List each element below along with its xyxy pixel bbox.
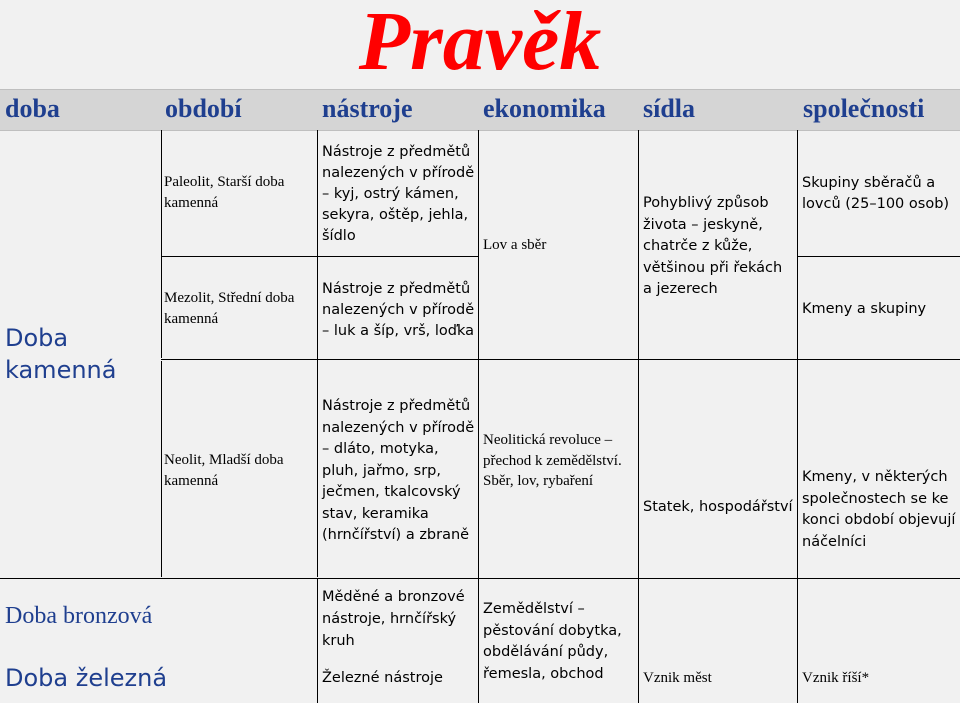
row-doba-zelezna: Doba železná: [5, 664, 168, 692]
nastroje-neolit: Nástroje z předmětů nalezených v přírodě – dláto, motyka, pluh, jařmo, srp, ječmen, tkalcovský stav, keramika (hrnčířství) a zbraně: [322, 398, 475, 543]
grid-line: [0, 578, 960, 579]
ekonomika-lov: Lov a sběr: [483, 237, 547, 253]
header-sidla: sídla: [643, 94, 696, 123]
nastroje-bronz: Měděné a bronzové nástroje, hrnčířský kruh: [322, 589, 465, 649]
grid-line: [797, 256, 960, 257]
spolecnosti-skupiny: Skupiny sběračů a lovců (25–100 osob): [802, 175, 950, 212]
header-spolecnosti: společnosti: [803, 94, 925, 123]
obdobi-paleolit: Paleolit, Starší doba kamenná: [164, 174, 285, 211]
nastroje-mezolit: Nástroje z předmětů nalezených v přírodě – luk a šíp, vrš, loďka: [322, 281, 475, 339]
ekonomika-zemedelstvi: Zemědělství – pěstování dobytka, obdělávání půdy, řemesla, obchod: [483, 601, 622, 682]
grid-line: [478, 130, 479, 703]
page-title: Pravěk: [358, 0, 602, 88]
grid-line: [317, 579, 318, 703]
header-doba: doba: [5, 94, 60, 123]
obdobi-mezolit: Mezolit, Střední doba kamenná: [164, 290, 295, 327]
grid-line: [161, 359, 960, 360]
sidla-vznik-mest: Vznik měst: [643, 670, 712, 686]
grid-line: [638, 130, 639, 703]
grid-line: [317, 256, 478, 257]
header-obdobi: období: [165, 94, 242, 123]
grid-line: [797, 130, 798, 703]
grid-line: [161, 361, 162, 577]
row-doba-bronzova: Doba bronzová: [5, 603, 153, 629]
obdobi-neolit: Neolit, Mladší doba kamenná: [164, 452, 284, 489]
grid-line: [161, 130, 162, 358]
header-ekonomika: ekonomika: [483, 94, 606, 123]
table-header: [0, 89, 960, 131]
header-nastroje: nástroje: [322, 94, 413, 123]
spolecnosti-nacelnici: Kmeny, v některých společnostech se ke konci období objevují náčelníci: [802, 469, 956, 550]
row-doba-kamenna: Doba kamenná: [5, 324, 117, 384]
nastroje-paleolit: Nástroje z předmětů nalezených v přírodě – kyj, ostrý kámen, sekyra, oštěp, jehla, šídlo: [322, 144, 475, 244]
grid-line: [317, 130, 318, 577]
nastroje-zelezo: Železné nástroje: [322, 670, 443, 686]
spolecnosti-vznik-risi: Vznik říší*: [802, 670, 870, 686]
sidla-pohyblivy: Pohyblivý způsob života – jeskyně, chatrče z kůže, většinou při řekách a jezerech: [643, 195, 783, 297]
sidla-statek: Statek, hospodářství: [643, 499, 793, 515]
spolecnosti-kmeny: Kmeny a skupiny: [802, 301, 927, 317]
grid-line: [161, 256, 317, 257]
ekonomika-neolit: Neolitická revoluce – přechod k zemědělství. Sběr, lov, rybaření: [483, 432, 622, 489]
